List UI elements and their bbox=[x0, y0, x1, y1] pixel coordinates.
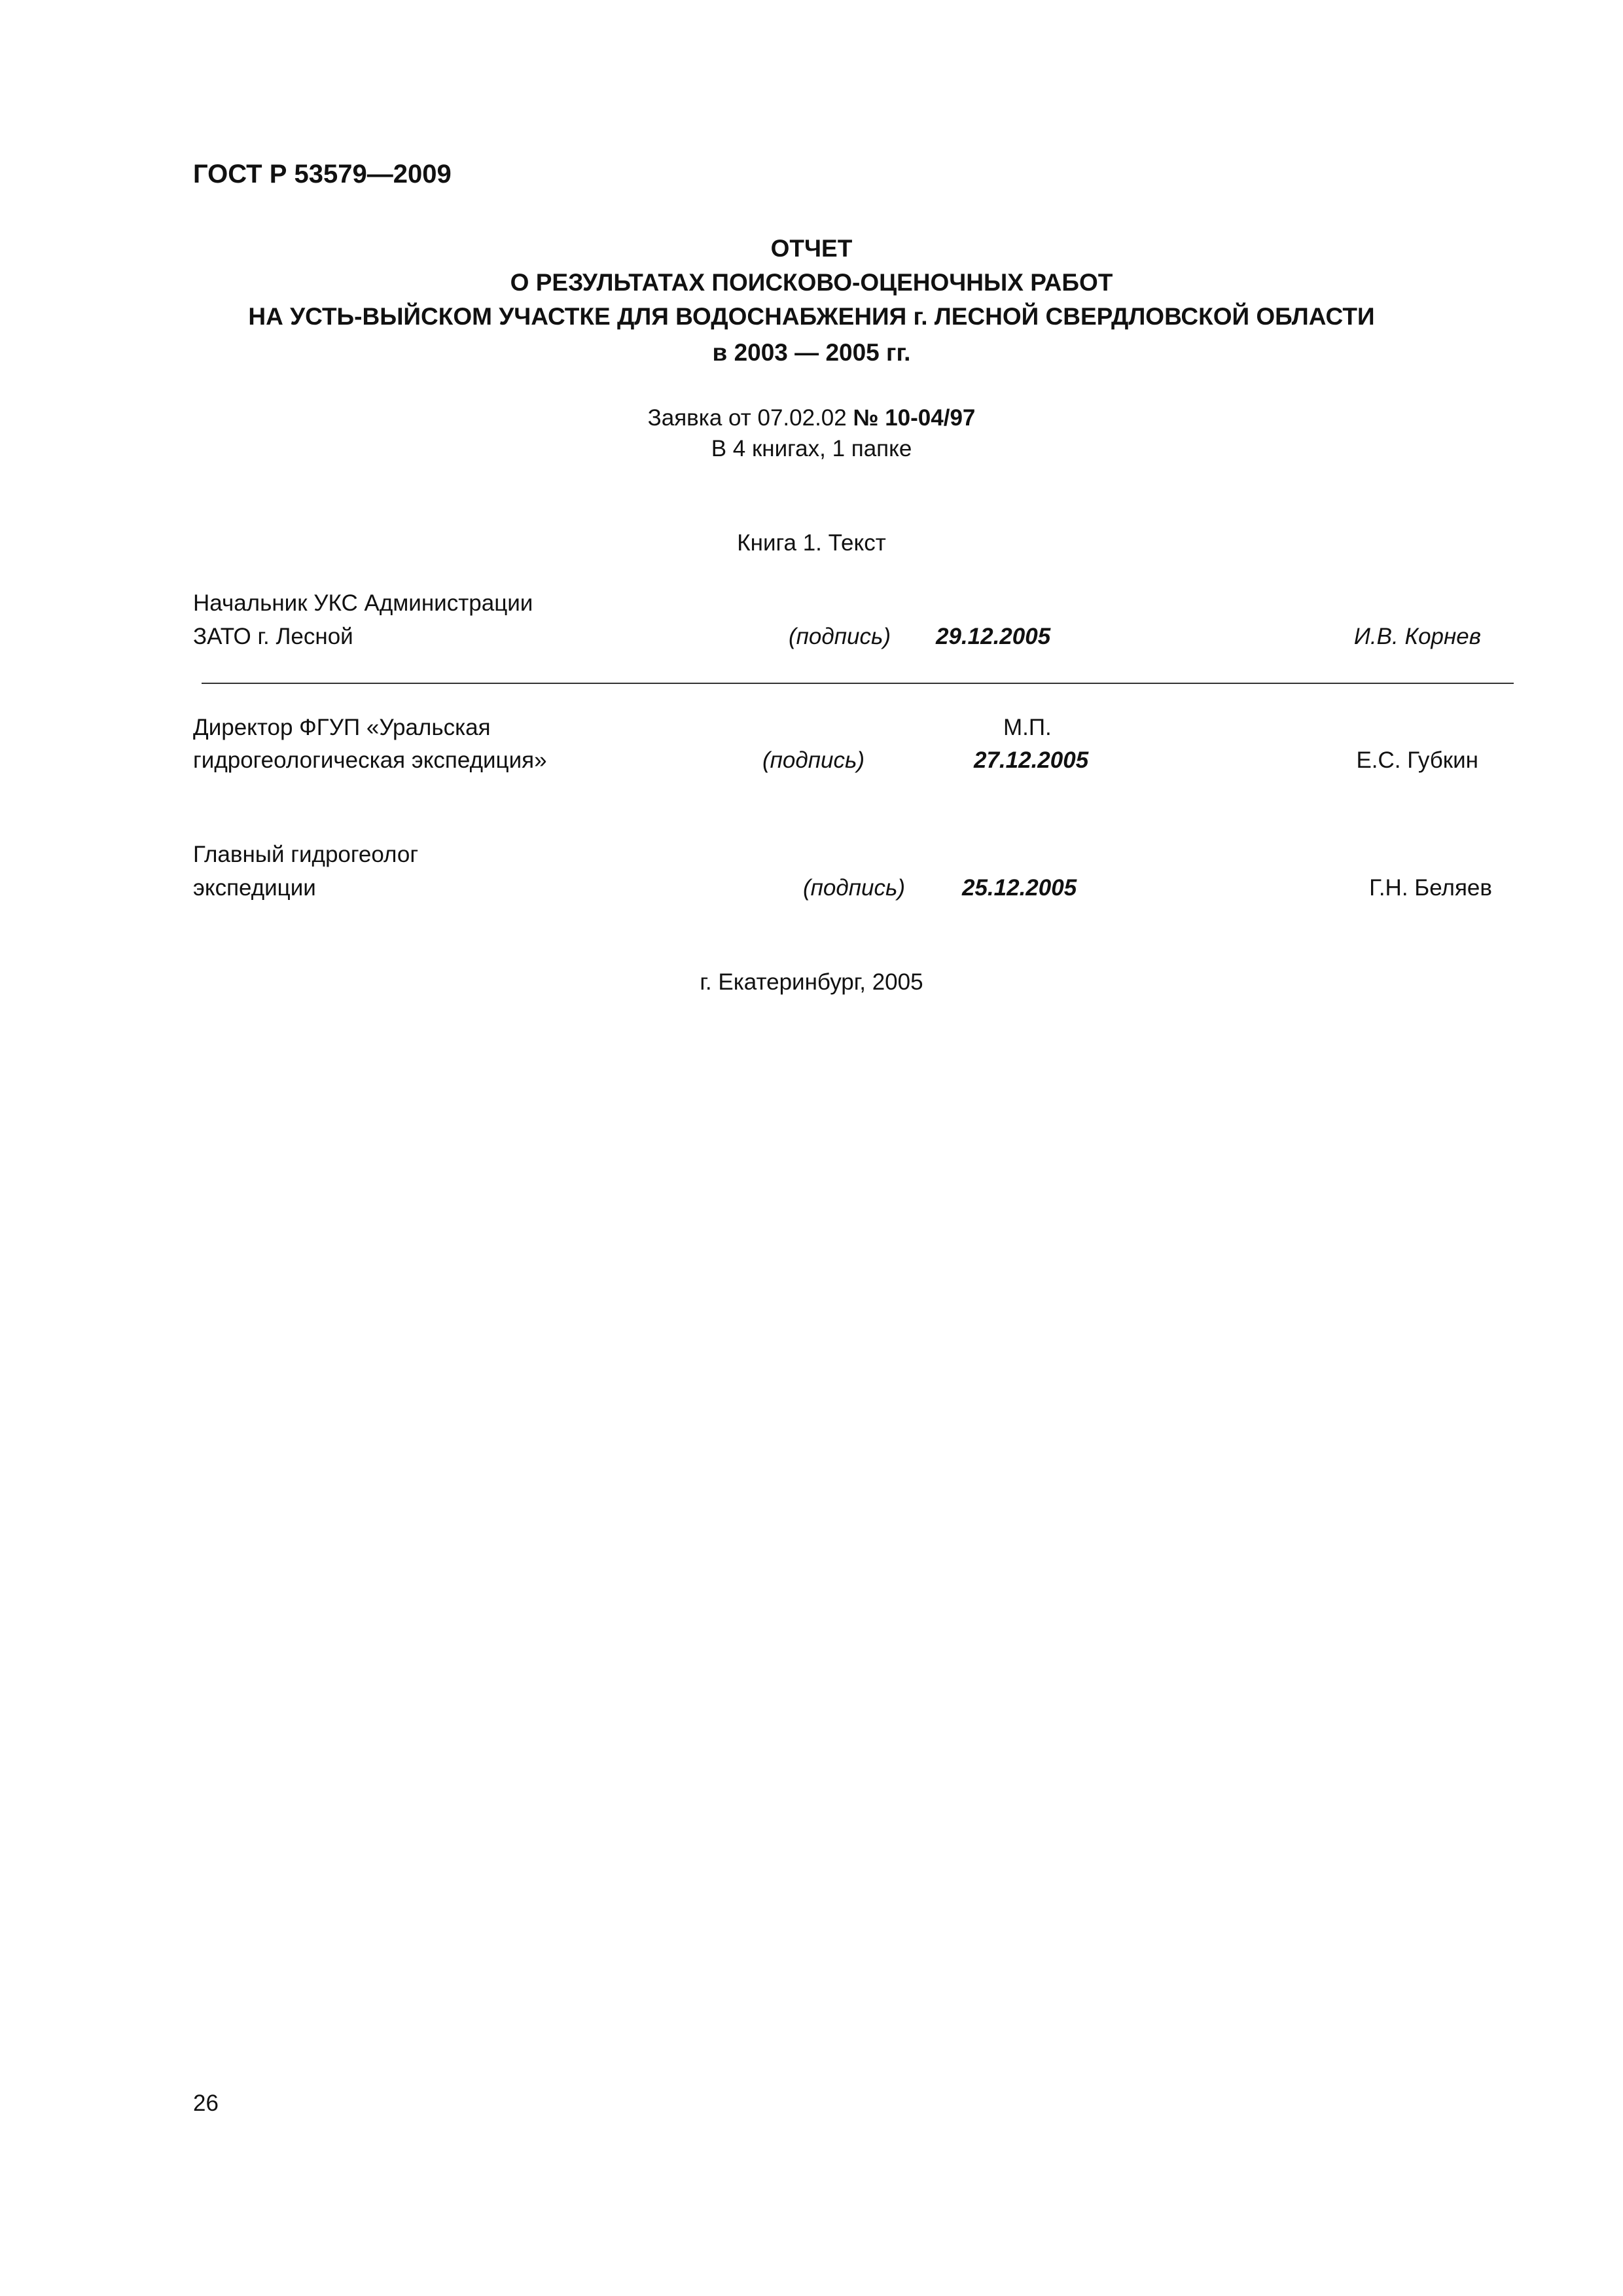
request-prefix: Заявка от 07.02.02 bbox=[647, 405, 847, 431]
position-line: ЗАТО г. Лесной bbox=[193, 624, 353, 649]
position-line: гидрогеологическая экспедиция» bbox=[193, 747, 547, 773]
position-line: Начальник УКС Администрации bbox=[193, 590, 533, 616]
signature-date: 25.12.2005 bbox=[962, 875, 1077, 901]
signature-placeholder: (подпись) bbox=[803, 875, 906, 901]
signature-placeholder: (подпись) bbox=[762, 747, 865, 773]
volumes-line: В 4 книгах, 1 папке bbox=[711, 436, 912, 461]
title-line-4: в 2003 — 2005 гг. bbox=[712, 339, 911, 366]
stamp-mark: М.П. bbox=[1003, 715, 1052, 740]
position-line: Главный гидрогеолог bbox=[193, 842, 419, 867]
title-line-2: О РЕЗУЛЬТАТАХ ПОИСКОВО-ОЦЕНОЧНЫХ РАБОТ bbox=[510, 269, 1113, 296]
signature-date: 29.12.2005 bbox=[936, 624, 1051, 649]
position-line: экспедиции bbox=[193, 875, 316, 901]
book-line: Книга 1. Текст bbox=[737, 530, 886, 556]
standard-header: ГОСТ Р 53579—2009 bbox=[193, 160, 452, 188]
request-number: № 10-04/97 bbox=[853, 405, 976, 431]
signature-placeholder: (подпись) bbox=[789, 624, 891, 649]
request-line bbox=[0, 405, 1623, 431]
page-number: 26 bbox=[193, 2090, 219, 2116]
signer-name: Г.Н. Беляев bbox=[1369, 875, 1492, 901]
separator-line bbox=[202, 683, 1514, 684]
title-line-1: ОТЧЕТ bbox=[770, 235, 853, 262]
position-line: Директор ФГУП «Уральская bbox=[193, 715, 491, 740]
place-year: г. Екатеринбург, 2005 bbox=[700, 969, 923, 995]
signature-date: 27.12.2005 bbox=[974, 747, 1089, 773]
signer-name: И.В. Корнев bbox=[1353, 624, 1481, 649]
signer-name: Е.С. Губкин bbox=[1356, 747, 1478, 773]
title-line-3: НА УСТЬ-ВЫЙСКОМ УЧАСТКЕ ДЛЯ ВОДОСНАБЖЕНИЯ г. ЛЕСНОЙ СВЕРДЛОВСКОЙ ОБЛАСТИ bbox=[248, 303, 1375, 330]
